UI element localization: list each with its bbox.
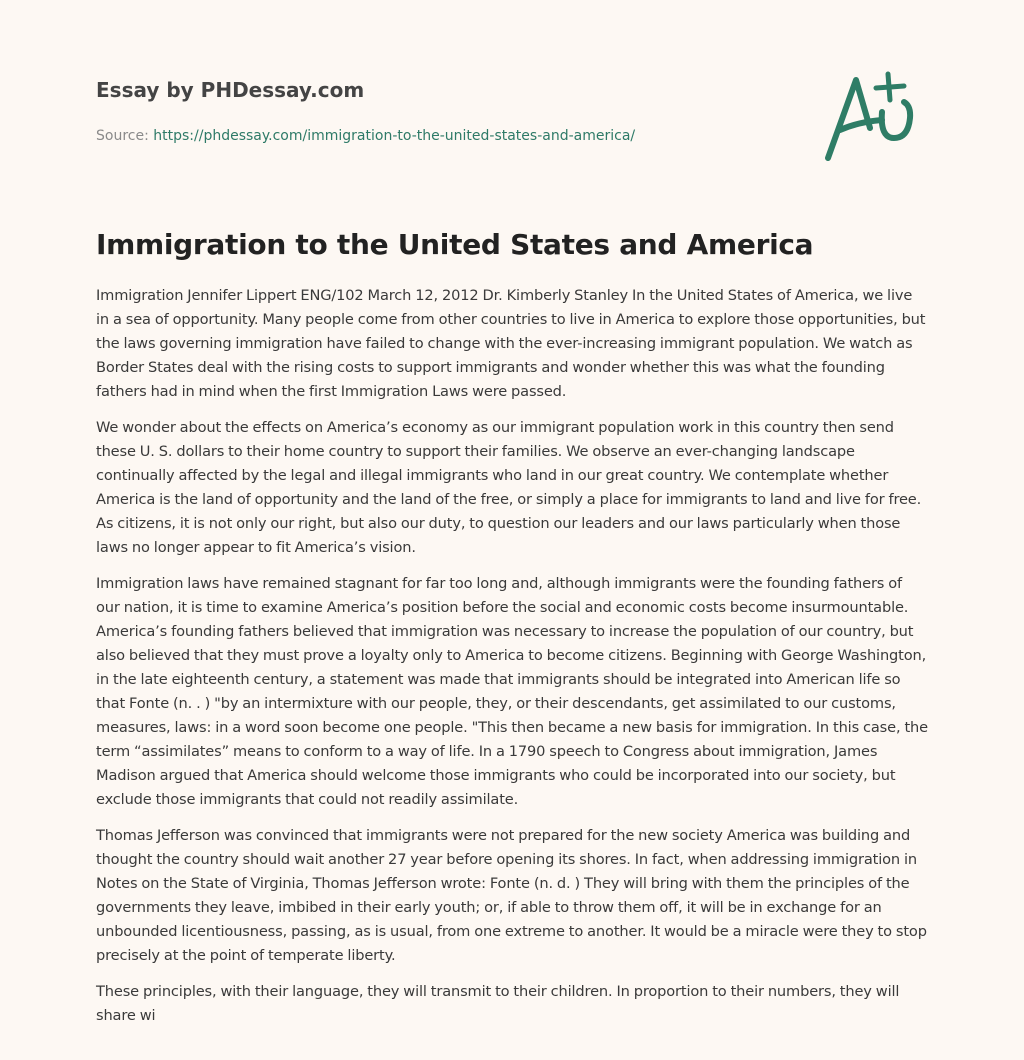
essay-paragraph: Thomas Jefferson was convinced that immigrants were not prepared for the new society America was building and thought the country should wait another 27 year before opening its shores. In fact, when addressing immigration in Notes on the State of Virginia, Thomas Jefferson wrote: Fonte (n. d. ) They will bring with them the principles of the governments they leave, imbibed in their early youth; or, if able to throw them off, it will be in exchange for an unbounded licentiousness, passing, as is usual, from one extreme to another. It would be a miracle were they to stop precisely at the point of temperate liberty. [96, 827, 927, 964]
essay-paragraph: These principles, with their language, they will transmit to their children. In proportion to their numbers, they will share wi [96, 983, 900, 1024]
source-link[interactable]: https://phdessay.com/immigration-to-the-united-states-and-america/ [153, 128, 636, 144]
essay-paragraph: Immigration laws have remained stagnant for far too long and, although immigrants were the founding fathers of our nation, it is time to examine America’s position before the social and economic costs become insurmountable. America’s founding fathers believed that immigration was necessary to increase the population of our country, but also believed that they must prove a loyalty only to America to become citizens. Beginning with George Washington, in the late eighteenth century, a statement was made that immigrants should be integrated into American life so that Fonte (n. . ) "by an intermixture with our people, they, or their descendants, get assimilated to our customs, measures, laws: in a word soon become one people. "This then became a new basis for immigration. In this case, the term “assimilates” means to conform to a way of life. In a 1790 speech to Congress about immigration, James Madison argued that America should welcome those immigrants who could be incorporated into our society, but exclude those immigrants that could not readily assimilate. [96, 575, 928, 808]
brand-title: Essay by PHDessay.com [96, 78, 365, 102]
essay-paragraph: Immigration Jennifer Lippert ENG/102 March 12, 2012 Dr. Kimberly Stanley In the United States of America, we live in a sea of opportunity. Many people come from other countries to live in America to explore those opportunities, but the laws governing immigration have failed to change with the ever-increasing immigrant population. We watch as Border States deal with the rising costs to support immigrants and wonder whether this was what the founding fathers had in mind when the first Immigration Laws were passed. [96, 287, 926, 400]
essay-paragraph: We wonder about the effects on America’s economy as our immigrant population work in this country then send these U. S. dollars to their home country to support their families. We observe an ever-changing landscape continually affected by the legal and illegal immigrants who land in our great country. We contemplate whether America is the land of opportunity and the land of the free, or simply a place for immigrants to land and live for free. As citizens, it is not only our right, but also our duty, to question our leaders and our laws particularly when those laws no longer appear to fit America’s vision. [96, 419, 922, 556]
essay-title: Immigration to the United States and America [96, 228, 814, 261]
source-line [96, 126, 696, 146]
page-header [96, 76, 696, 146]
essay-body [96, 284, 928, 1040]
a-plus-grade-icon [822, 66, 928, 166]
source-label: Source: [96, 128, 149, 144]
